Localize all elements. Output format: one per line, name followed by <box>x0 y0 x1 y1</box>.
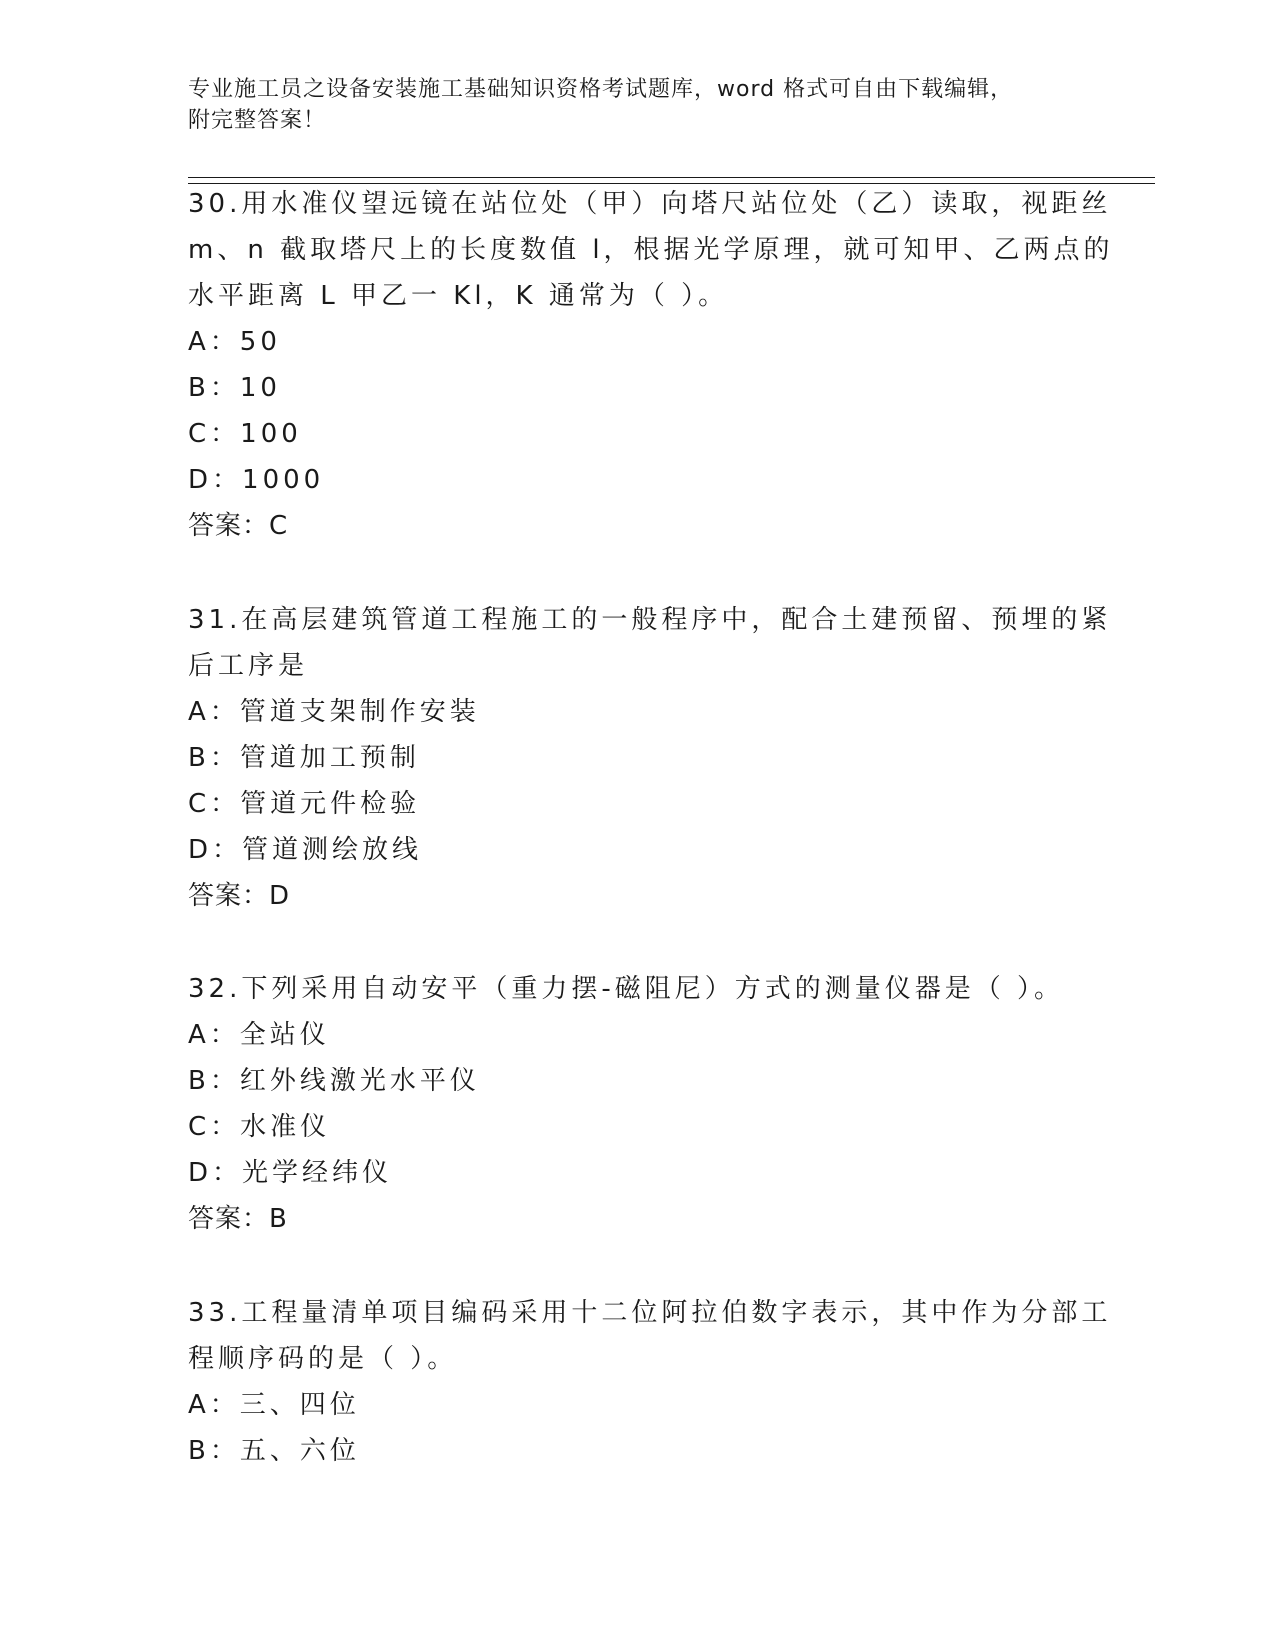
question-stem-line: 33.工程量清单项目编码采用十二位阿拉伯数字表示，其中作为分部工 <box>188 1298 1112 1328</box>
question-stem-line: 31.在高层建筑管道工程施工的一般程序中，配合土建预留、预埋的紧 <box>188 605 1112 635</box>
question-stem-line: 32.下列采用自动安平（重力摆-磁阻尼）方式的测量仪器是（ ）。 <box>188 974 1064 1004</box>
option-a: A：管道支架制作安装 <box>188 697 480 727</box>
header-line: 专业施工员之设备安装施工基础知识资格考试题库，word 格式可自由下载编辑， <box>188 77 1014 102</box>
option-c: C：100 <box>188 419 302 449</box>
option-a: A：三、四位 <box>188 1390 360 1420</box>
option-c: C：管道元件检验 <box>188 789 421 819</box>
option-b: B：五、六位 <box>188 1436 360 1466</box>
question-stem-line: 后工序是 <box>188 651 309 681</box>
question-30 <box>188 181 1114 549</box>
question-31 <box>188 597 1112 919</box>
question-32 <box>188 966 1078 1242</box>
option-c: C：水准仪 <box>188 1112 331 1142</box>
option-d: D：1000 <box>188 465 325 495</box>
option-b: B：10 <box>188 373 281 403</box>
option-a: A：50 <box>188 327 281 357</box>
option-b: B：管道加工预制 <box>188 743 420 773</box>
document-header <box>188 74 1068 136</box>
question-stem-line: 30.用水准仪望远镜在站位处（甲）向塔尺站位处（乙）读取，视距丝 <box>188 189 1112 219</box>
header-divider <box>188 177 1155 178</box>
option-d: D：光学经纬仪 <box>188 1158 393 1188</box>
question-stem-line: 水平距离 L 甲乙一 Kl，K 通常为（ ）。 <box>188 281 729 311</box>
answer: 答案：C <box>188 511 289 541</box>
option-b: B：红外线激光水平仪 <box>188 1066 480 1096</box>
option-a: A：全站仪 <box>188 1020 330 1050</box>
question-33 <box>188 1290 1112 1474</box>
question-stem-line: m、n 截取塔尺上的长度数值 l，根据光学原理，就可知甲、乙两点的 <box>188 235 1114 265</box>
answer: 答案：D <box>188 881 291 911</box>
answer: 答案：B <box>188 1204 288 1234</box>
question-stem-line: 程顺序码的是（ ）。 <box>188 1344 458 1374</box>
header-line: 附完整答案！ <box>188 108 327 133</box>
option-d: D：管道测绘放线 <box>188 835 423 865</box>
